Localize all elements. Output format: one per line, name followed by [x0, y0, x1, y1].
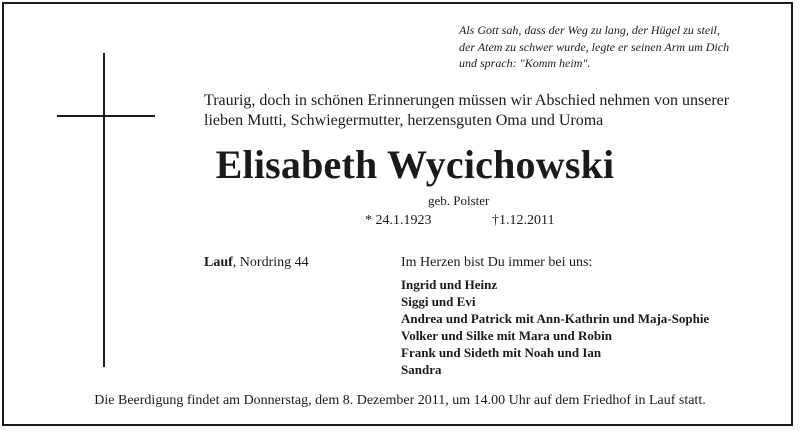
quote-line: und sprach: "Komm heim". — [459, 56, 591, 70]
quote-line: Als Gott sah, dass der Weg zu lang, der Hügel zu steil, — [459, 23, 720, 37]
maiden-name: geb. Polster — [428, 193, 490, 208]
mourner-entry: Volker und Silke mit Mara und Robin — [401, 328, 612, 343]
mourner-entry: Sandra — [401, 362, 442, 377]
mourners-list — [401, 276, 709, 378]
mourner-entry: Frank und Sideth mit Noah und Ian — [401, 345, 602, 360]
cross-vertical-bar — [103, 53, 105, 367]
mourners-heading: Im Herzen bist Du immer bei uns: — [401, 255, 593, 270]
mourner-entry: Siggi und Evi — [401, 294, 476, 309]
birth-date: * 24.1.1923 — [365, 213, 432, 228]
quote-line: der Atem zu schwer wurde, legte er seinen Arm um Dich — [459, 39, 730, 54]
address — [204, 254, 309, 272]
mourner-entry: Ingrid und Heinz — [401, 277, 498, 292]
death-date: †1.12.2011 — [492, 213, 555, 228]
address-street: , Nordring 44 — [232, 255, 309, 270]
funeral-notice: Die Beerdigung findet am Donnerstag, dem 8. Dezember 2011, um 14.00 Uhr auf dem Friedhof in Lauf statt. — [94, 393, 706, 408]
intro-line: lieben Mutti, Schwiegermutter, herzensguten Oma und Uroma — [204, 112, 604, 129]
intro-text — [204, 91, 729, 131]
quote-verse — [459, 22, 794, 72]
deceased-name: Elisabeth Wycichowski — [215, 142, 615, 187]
cross-horizontal-bar — [57, 115, 155, 117]
mourner-entry: Andrea und Patrick mit Ann-Kathrin und Maja-Sophie — [401, 311, 710, 326]
address-city: Lauf — [204, 255, 233, 270]
intro-line: Traurig, doch in schönen Erinnerungen müssen wir Abschied nehmen von unserer — [204, 92, 730, 109]
